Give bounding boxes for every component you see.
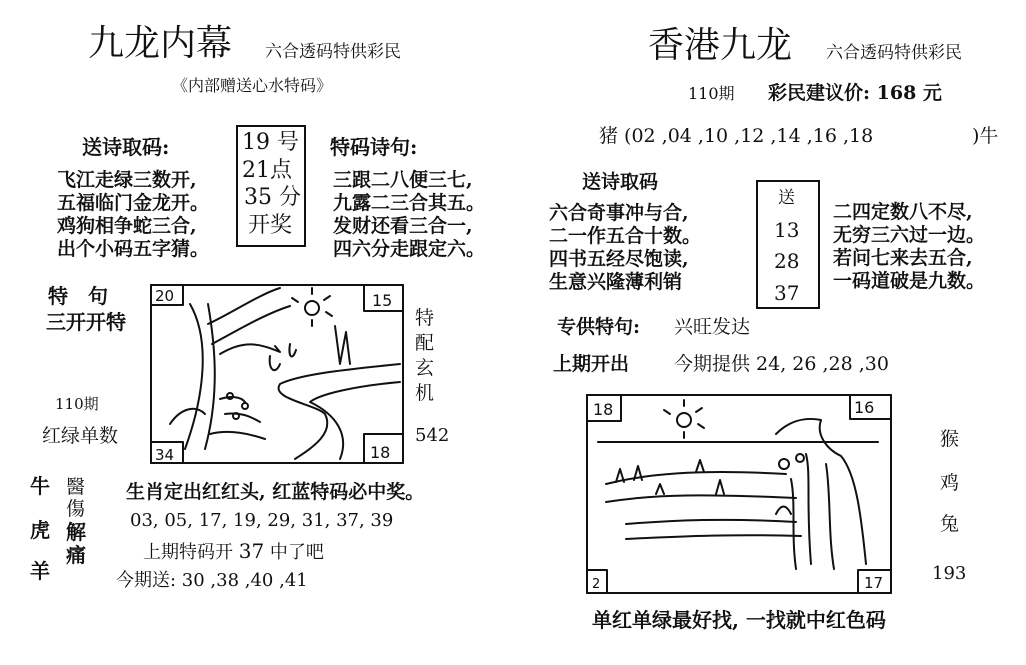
left-sketch <box>150 284 404 464</box>
medicine-char: 痛 <box>66 543 86 567</box>
left-poem-line: 鸡狗相争蛇三合, <box>57 215 197 237</box>
pic-number-top-right: 15 <box>372 291 393 310</box>
side-vertical-char: 特 <box>415 307 435 329</box>
right-poem-right: 一码道破是九数。 <box>833 270 986 292</box>
left-subtitle: 六合透码特供彩民 <box>265 42 401 62</box>
side-vertical-char: 机 <box>415 382 435 404</box>
right-issue: 110期 <box>688 84 735 103</box>
te-line: 三跟二八便三七, <box>333 169 473 191</box>
right-zodiac-char: 猴 <box>940 428 960 450</box>
te-label: 特码诗句: <box>330 135 418 159</box>
zodiac-char: 虎 <box>30 518 50 542</box>
right-sketch <box>586 394 892 594</box>
right-poem-right: 若问七来去五合, <box>833 247 973 269</box>
te-line: 发财还看三合一, <box>333 215 473 237</box>
price: 彩民建议价: 168 元 <box>768 82 942 104</box>
draw-minute: 35 分 <box>244 185 301 210</box>
teju-label: 特 句 <box>48 284 108 308</box>
right-side-number: 193 <box>932 563 967 584</box>
right-bottom-line: 单红单绿最好找, 一找就中红色码 <box>592 608 886 632</box>
red-head-line: 生肖定出红红头, 红蓝特码必中奖。 <box>126 481 425 503</box>
zodiac-char: 羊 <box>30 559 50 583</box>
pic-number-bottom-left: 2 <box>592 577 601 592</box>
side-number: 542 <box>415 425 450 446</box>
last-result-suffix: 中了吧 <box>269 542 324 563</box>
pic-number-top-right: 16 <box>854 398 875 417</box>
side-vertical-char: 配 <box>415 332 435 354</box>
special-label: 专供特句: <box>557 316 641 338</box>
pic-number-top-left: 20 <box>155 287 175 305</box>
pic-number-bottom-right: 17 <box>864 574 884 592</box>
zodiac-char: 牛 <box>30 474 50 498</box>
right-poem-left: 四书五经尽饱读, <box>549 248 689 270</box>
draw-day: 19 号 <box>242 130 299 155</box>
send-number: 37 <box>774 281 800 305</box>
medicine-char: 解 <box>66 520 86 544</box>
left-poem-line: 出个小码五字猜。 <box>57 238 210 260</box>
right-zodiac-char: 鸡 <box>940 472 960 494</box>
pic-number-bottom-right: 18 <box>370 443 391 462</box>
last-label: 上期开出 <box>553 353 630 375</box>
pic-number-top-left: 18 <box>593 400 614 419</box>
pig-line-end: )牛 <box>972 125 999 147</box>
draw-label: 开奖 <box>248 213 293 238</box>
send-label: 送 <box>778 188 795 208</box>
medicine-char: 傷 <box>66 498 86 520</box>
right-poem-left: 生意兴隆薄利销 <box>549 271 683 293</box>
special-value: 兴旺发达 <box>674 316 751 338</box>
last-result-prefix: 上期特码开 <box>143 542 233 563</box>
side-vertical-char: 玄 <box>415 357 435 379</box>
right-poem-right: 二四定数八不尽, <box>833 201 973 223</box>
left-issue: 110期 <box>55 395 99 413</box>
right-zodiac-char: 兔 <box>940 513 960 535</box>
te-line: 九露二三合其五。 <box>333 192 486 214</box>
teju-value: 三开开特 <box>46 310 126 334</box>
right-poem-left: 六合奇事冲与合, <box>549 202 689 224</box>
last-result <box>143 541 324 562</box>
send-number: 28 <box>774 249 800 273</box>
left-poem-label: 送诗取码: <box>82 135 170 159</box>
left-note: 《内部赠送心水特码》 <box>172 76 333 95</box>
number-list: 03, 05, 17, 19, 29, 31, 37, 39 <box>130 510 394 531</box>
left-poem-line: 飞江走绿三数开, <box>57 169 197 191</box>
draw-hour: 21点 <box>242 158 292 183</box>
right-poem-left: 二一作五合十数。 <box>549 225 702 247</box>
left-title: 九龙内幕 <box>88 23 233 64</box>
send-number: 13 <box>774 218 800 242</box>
color-hint: 红绿单数 <box>42 425 119 447</box>
provide-line: 今期提供 24, 26 ,28 ,30 <box>674 353 889 375</box>
right-poem-right: 无穷三六过一边。 <box>833 224 986 246</box>
pic-number-bottom-left: 34 <box>155 446 175 464</box>
medicine-char: 醫 <box>66 476 86 498</box>
te-line: 四六分走跟定六。 <box>333 238 486 260</box>
last-result-number: 37 <box>238 539 265 563</box>
pig-line: 猪 (02 ,04 ,10 ,12 ,14 ,16 ,18 <box>599 125 874 147</box>
left-poem-line: 五福临门金龙开。 <box>57 192 210 214</box>
right-poem-label: 送诗取码 <box>582 171 659 193</box>
right-subtitle: 六合透码特供彩民 <box>826 43 962 63</box>
today-send: 今期送: 30 ,38 ,40 ,41 <box>116 570 308 591</box>
right-title: 香港九龙 <box>648 25 793 66</box>
